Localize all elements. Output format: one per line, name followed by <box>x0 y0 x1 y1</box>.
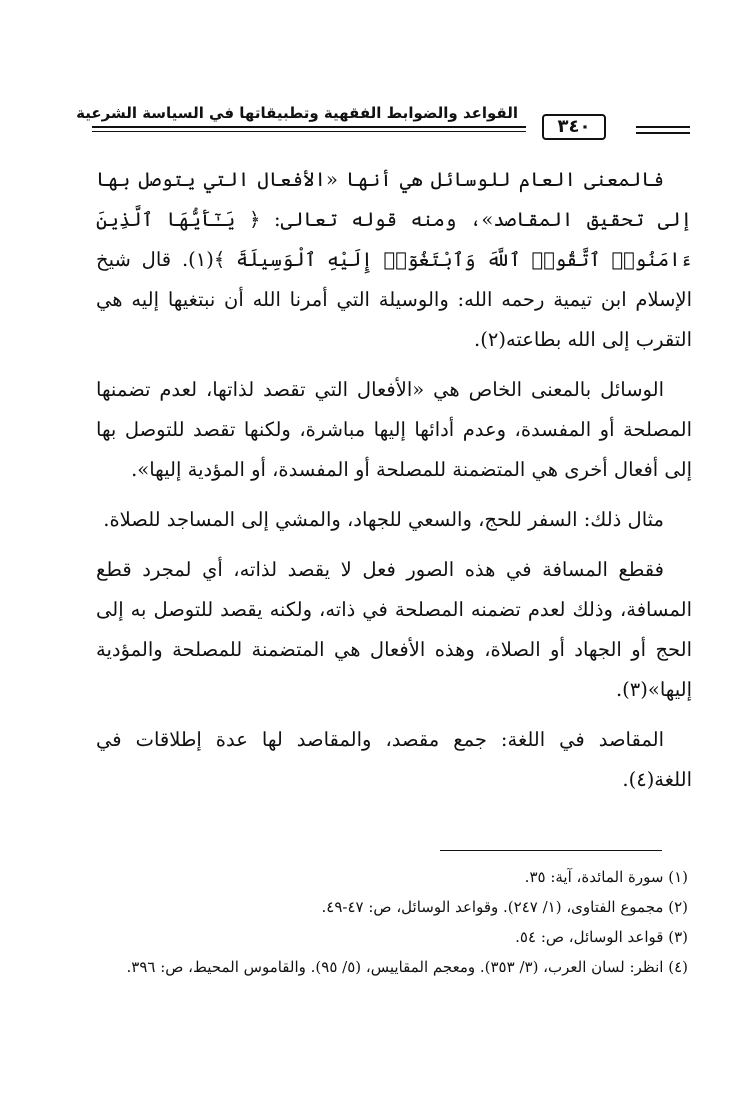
footnote-2: (٢) مجموع الفتاوى، (١/ ٢٤٧). وقواعد الوسائل، ص: ٤٧-٤٩. <box>321 898 688 916</box>
header-dash-top <box>636 126 690 128</box>
footnote-4: (٤) انظر: لسان العرب، (٣/ ٣٥٣). ومعجم المقاييس، (٥/ ٩٥). والقاموس المحيط، ص: ٣٩٦. <box>126 958 688 976</box>
footnote-3: (٣) قواعد الوسائل، ص: ٥٤. <box>515 928 688 946</box>
paragraph-explanation: فقطع المسافة في هذه الصور فعل لا يقصد لذاته، أي لمجرد قطع المسافة، وذلك لعدم تضمنه المصلحة في ذاته، ولكنه يقصد للتوصل به إلى الحج أو الجهاد أو الصلاة، وهذه الأفعال هي المتضمنة للمصلحة والمؤدية إليها»(٣). <box>96 558 692 701</box>
header-rule-bottom <box>92 131 526 132</box>
header-dash-bottom <box>636 132 690 134</box>
header-rule-top <box>92 126 526 128</box>
running-title: القواعد والضوابط الفقهية وتطبيقاتها في السياسة الشرعية <box>76 104 518 122</box>
footnote-1: (١) سورة المائدة، آية: ٣٥. <box>524 868 688 886</box>
paragraph-general-meaning: فالمعنى العام للوسائل هي أنها «الأفعال التي يتوصل بها إلى تحقيق المقاصد»، ومنه قوله تعالى: ﴿ يَـٰٓأَيُّهَا ٱلَّذِينَ ءَامَنُوا۟ ٱتَّقُوا۟ ٱللَّهَ وَٱبْتَغُوٓا۟ إِلَيْهِ ٱلْوَسِيلَةَ ﴾(١). قال شيخ الإسلام ابن تيمية رحمه الله: والوسيلة التي أمرنا الله أن نبتغيها إليه هي التقرب إلى الله بطاعته(٢). <box>96 168 692 351</box>
paragraph-maqasid-definition: المقاصد في اللغة: جمع مقصد، والمقاصد لها عدة إطلاقات في اللغة(٤). <box>96 728 692 791</box>
main-text <box>96 160 692 810</box>
paragraph-specific-meaning: الوسائل بالمعنى الخاص هي «الأفعال التي تقصد لذاتها، لعدم تضمنها المصلحة أو المفسدة، وعدم أدائها إليها مباشرة، ولكنها تقصد للتوصل بها إلى أفعال أخرى هي المتضمنة للمصلحة أو المفسدة، أو المؤدية إليها». <box>96 378 692 481</box>
footnote-separator <box>440 850 662 851</box>
paragraph-example: مثال ذلك: السفر للحج، والسعي للجهاد، والمشي إلى المساجد للصلاة. <box>103 508 664 531</box>
page-number: ٣٤٠ <box>542 114 606 140</box>
page-header <box>76 102 690 142</box>
footnotes <box>96 862 688 982</box>
